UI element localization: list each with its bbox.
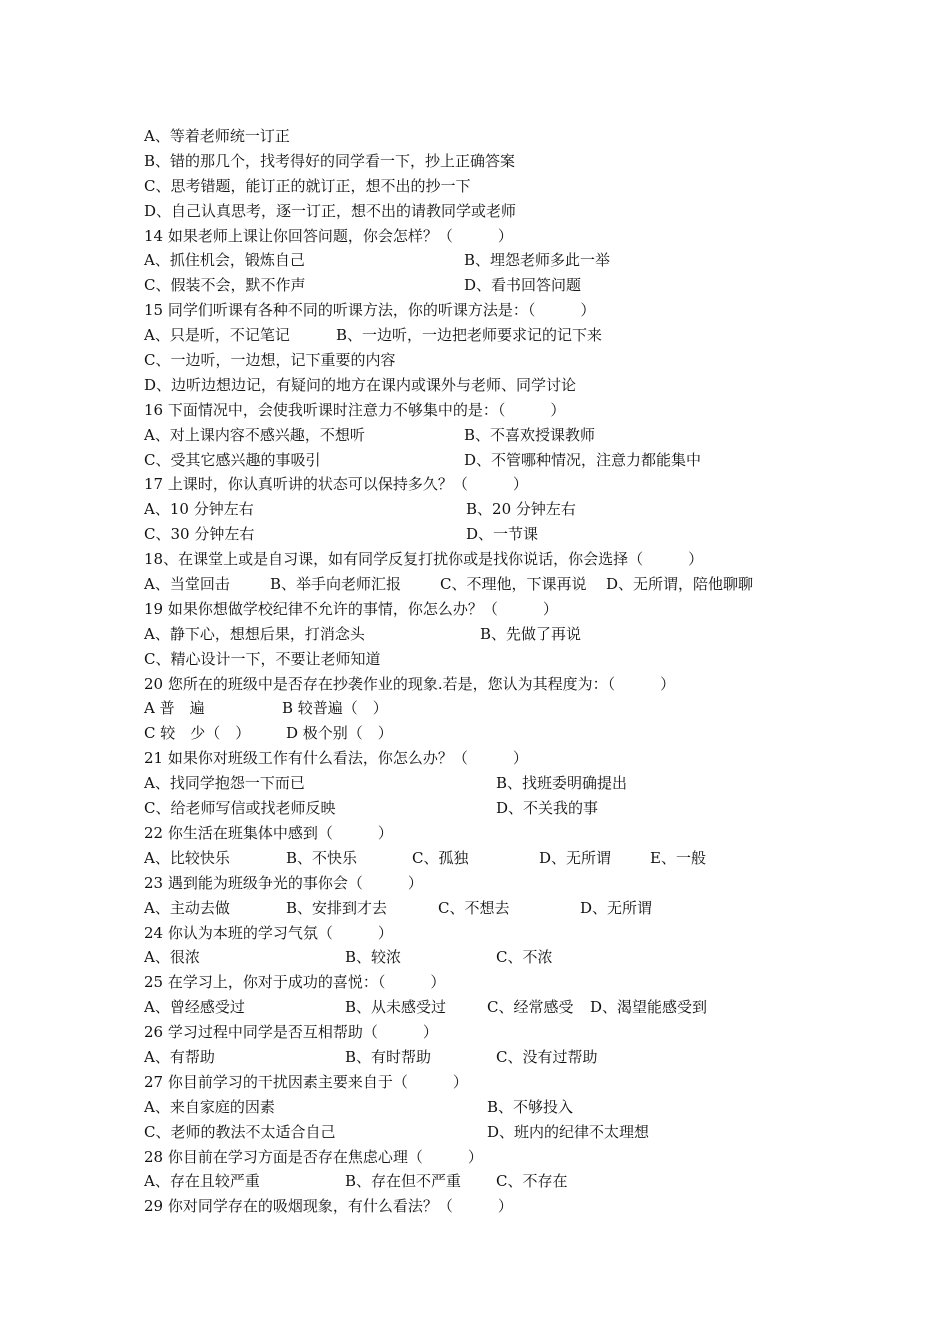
questionnaire-body (144, 124, 804, 1219)
line-text: 28 你目前在学习方面是否存在焦虑心理（ ） (144, 1147, 483, 1166)
text-line (144, 896, 804, 921)
text-line (144, 647, 804, 672)
option-text: C、不想去 (438, 898, 510, 917)
text-line (144, 796, 804, 821)
line-text: B、错的那几个，找考得好的同学看一下，抄上正确答案 (144, 151, 516, 170)
text-line (144, 995, 804, 1020)
option-text: D、无所谓，陪他聊聊 (606, 575, 754, 594)
option-text: A、只是听，不记笔记 (144, 326, 290, 345)
option-text: A、比较快乐 (144, 848, 230, 867)
option-text: D、不关我的事 (496, 799, 599, 818)
text-line (144, 323, 804, 348)
option-text: D、班内的纪律不太理想 (487, 1122, 650, 1141)
text-line (144, 298, 804, 323)
text-line (144, 1045, 804, 1070)
option-text: B、安排到才去 (286, 898, 388, 917)
text-line (144, 448, 804, 473)
line-text: C、精心设计一下，不要让老师知道 (144, 649, 381, 668)
text-line (144, 771, 804, 796)
option-text: A、对上课内容不感兴趣，不想听 (144, 425, 365, 444)
option-text: A、来自家庭的因素 (144, 1097, 275, 1116)
text-line (144, 348, 804, 373)
text-line (144, 1020, 804, 1045)
text-line (144, 821, 804, 846)
line-text: D、自己认真思考，逐一订正，想不出的请教同学或老师 (144, 201, 517, 220)
option-text: B、找班委明确提出 (496, 774, 628, 793)
option-text: C、老师的教法不太适合自己 (144, 1122, 336, 1141)
text-line (144, 921, 804, 946)
option-text: C、不浓 (496, 948, 553, 967)
line-text: 24 你认为本班的学习气氛（ ） (144, 923, 393, 942)
line-text: 23 遇到能为班级争光的事你会（ ） (144, 873, 423, 892)
option-text: C、不理他，下课再说 (440, 575, 587, 594)
option-text: B 较普遍（ ） (282, 699, 388, 718)
text-line (144, 1194, 804, 1219)
option-text: B、存在但不严重 (345, 1172, 462, 1191)
option-text: D、无所谓 (580, 898, 653, 917)
option-text: D、渴望能感受到 (590, 998, 708, 1017)
text-line (144, 373, 804, 398)
option-text: A、找同学抱怨一下而已 (144, 774, 305, 793)
line-text: 26 学习过程中同学是否互相帮助（ ） (144, 1023, 438, 1042)
text-line (144, 423, 804, 448)
option-text: B、20 分钟左右 (466, 500, 576, 519)
option-text: D 极个别（ ） (286, 724, 393, 743)
text-line (144, 871, 804, 896)
text-line (144, 672, 804, 697)
option-text: B、有时帮助 (345, 1047, 432, 1066)
option-text: B、不快乐 (286, 848, 358, 867)
text-line (144, 398, 804, 423)
line-text: C、思考错题，能订正的就订正，想不出的抄一下 (144, 176, 471, 195)
text-line (144, 1070, 804, 1095)
text-line (144, 199, 804, 224)
line-text: 25 在学习上，你对于成功的喜悦：（ ） (144, 973, 446, 992)
option-text: A、抓住机会，锻炼自己 (144, 251, 305, 270)
text-line (144, 472, 804, 497)
line-text: 18、在课堂上或是自习课，如有同学反复打扰你或是找你说话，你会选择（ ） (144, 550, 704, 569)
option-text: A、存在且较严重 (144, 1172, 260, 1191)
line-text: 17 上课时，你认真听讲的状态可以保持多久？（ ） (144, 475, 528, 494)
text-line (144, 497, 804, 522)
text-line (144, 1169, 804, 1194)
line-text: 19 如果你想做学校纪律不允许的事情，你怎么办？（ ） (144, 599, 558, 618)
text-line (144, 970, 804, 995)
option-text: A、有帮助 (144, 1047, 215, 1066)
option-text: C 较 少（ ） (144, 724, 251, 743)
text-line (144, 124, 804, 149)
option-text: A 普 遍 (144, 699, 205, 718)
option-text: D、无所谓 (539, 848, 612, 867)
line-text: A、等着老师统一订正 (144, 127, 290, 145)
text-line (144, 248, 804, 273)
option-text: C、不存在 (496, 1172, 568, 1191)
option-text: D、看书回答问题 (464, 276, 582, 295)
text-line (144, 174, 804, 199)
text-line (144, 522, 804, 547)
option-text: B、一边听，一边把老师要求记的记下来 (336, 326, 603, 345)
option-text: E、一般 (650, 848, 706, 867)
text-line (144, 1120, 804, 1145)
option-text: C、30 分钟左右 (144, 525, 255, 544)
text-line (144, 273, 804, 298)
option-text: B、先做了再说 (480, 624, 582, 643)
option-text: D、不管哪种情况，注意力都能集中 (464, 450, 702, 469)
text-line (144, 1145, 804, 1170)
option-text: B、较浓 (345, 948, 402, 967)
option-text: D、一节课 (466, 525, 539, 544)
text-line (144, 224, 804, 249)
option-text: C、经常感受 (487, 998, 574, 1017)
option-text: A、当堂回击 (144, 575, 230, 594)
option-text: A、10 分钟左右 (144, 500, 254, 519)
option-text: B、不喜欢授课教师 (464, 425, 596, 444)
line-text: 21 如果你对班级工作有什么看法，你怎么办？（ ） (144, 749, 528, 768)
text-line (144, 149, 804, 174)
option-text: B、从未感受过 (345, 998, 447, 1017)
text-line (144, 547, 804, 572)
line-text: 22 你生活在班集体中感到（ ） (144, 823, 393, 842)
option-text: B、举手向老师汇报 (270, 575, 402, 594)
option-text: C、孤独 (412, 848, 469, 867)
line-text: C、一边听，一边想，记下重要的内容 (144, 351, 396, 370)
text-line (144, 597, 804, 622)
line-text: D、边听边想边记，有疑问的地方在课内或课外与老师、同学讨论 (144, 375, 577, 394)
option-text: A、曾经感受过 (144, 998, 245, 1017)
option-text: A、静下心，想想后果，打消念头 (144, 624, 365, 643)
option-text: B、埋怨老师多此一举 (464, 251, 611, 270)
option-text: B、不够投入 (487, 1097, 574, 1116)
option-text: A、很浓 (144, 948, 200, 967)
line-text: 15 同学们听课有各种不同的听课方法，你的听课方法是：（ ） (144, 301, 596, 320)
line-text: 27 你目前学习的干扰因素主要来自于（ ） (144, 1072, 468, 1091)
text-line (144, 945, 804, 970)
text-line (144, 1095, 804, 1120)
line-text: 16 下面情况中，会使我听课时注意力不够集中的是：（ ） (144, 400, 566, 419)
option-text: C、给老师写信或找老师反映 (144, 799, 336, 818)
line-text: 20 您所在的班级中是否存在抄袭作业的现象.若是，您认为其程度为：（ ） (144, 674, 676, 693)
option-text: A、主动去做 (144, 898, 230, 917)
option-text: C、没有过帮助 (496, 1047, 598, 1066)
option-text: C、假装不会，默不作声 (144, 276, 306, 295)
line-text: 29 你对同学存在的吸烟现象，有什么看法？（ ） (144, 1197, 513, 1216)
text-line (144, 746, 804, 771)
text-line (144, 572, 804, 597)
option-text: C、受其它感兴趣的事吸引 (144, 450, 321, 469)
text-line (144, 622, 804, 647)
text-line (144, 846, 804, 871)
text-line (144, 696, 804, 721)
text-line (144, 721, 804, 746)
line-text: 14 如果老师上课让你回答问题，你会怎样？（ ） (144, 226, 513, 245)
